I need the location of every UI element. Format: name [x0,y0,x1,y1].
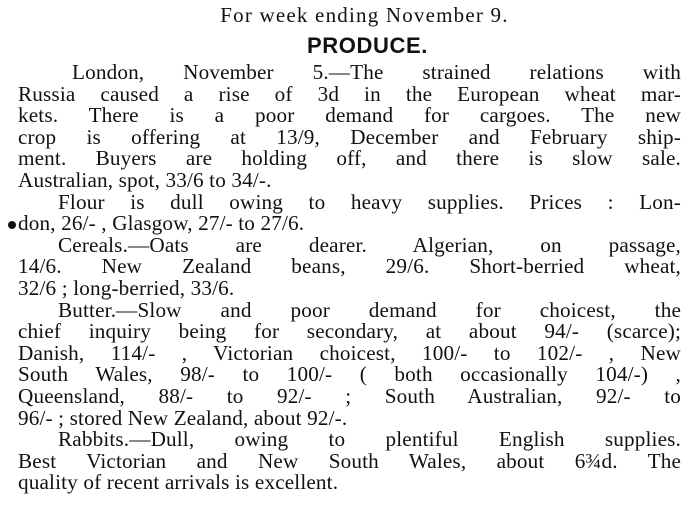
text-line: chief inquiry being for secondary, at about 94/- (scarce); [18,319,681,344]
text-line: 14/6. New Zealand beans, 29/6. Short-berried wheat, [18,254,681,279]
paragraph-london [18,62,681,192]
text-line: Danish, 114/- , Victorian choicest, 100/- to 102/- , New [18,340,681,365]
text-line: Cereals.—Oats are dearer. Algerian, on passage, [58,232,681,257]
text-line: kets. There is a poor demand for cargoes. The new [18,103,681,128]
text-line-content: don, 26/- , Glasgow, 27/- to 27/6. [18,211,305,236]
text-line: quality of recent arrivals is excellent. [18,470,339,495]
text-line: ment. Buyers are holding off, and there is slow sale. [18,146,681,171]
paragraph-butter [18,297,681,430]
text-line: Best Victorian and New South Wales, about 6¾d. The [18,448,681,473]
text-line: Butter.—Slow and poor demand for choicest, the [58,297,681,322]
text-line: Rabbits.—Dull, owing to plentiful English supplies. [58,427,681,452]
text-line: 32/6 ; long-berried, 33/6. [18,275,235,300]
paragraph-rabbits [18,429,681,494]
paragraph-flour [18,189,681,236]
text-line: South Wales, 98/- to 100/- ( both occasionally 104/-) , [18,362,681,387]
dateline: For week ending November 9. [220,3,509,27]
text-line: London, November 5.—The strained relations with [72,60,681,84]
text-line: crop is offering at 13/9, December and February ship- [18,124,681,149]
section-heading: PRODUCE. [307,33,428,58]
text-line: Queensland, 88/- to 92/- ; South Australian, 92/- to [18,383,681,408]
text-line: Australian, spot, 33/6 to 34/-. [18,167,272,192]
printers-mark-icon [8,221,16,229]
text-line: Flour is dull owing to heavy supplies. Prices : Lon- [58,189,681,214]
text-line-with-mark [18,213,681,235]
text-line: Russia caused a rise of 3d in the European wheat mar- [18,81,681,106]
text-line: 96/- ; stored New Zealand, about 92/-. [18,405,348,430]
paragraph-cereals [18,232,681,300]
